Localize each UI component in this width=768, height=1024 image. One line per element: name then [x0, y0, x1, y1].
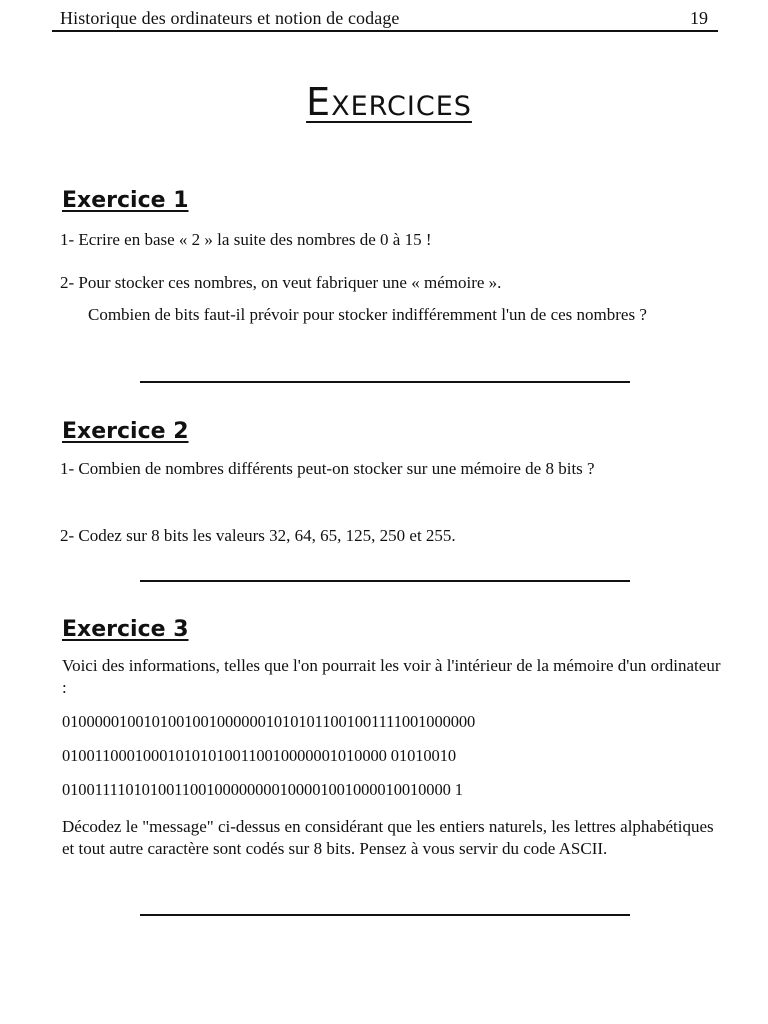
separator-3: [140, 914, 630, 916]
binary-line-1: 010000010010100100100000010101011001001111001000000: [62, 712, 476, 731]
exercise-2-question-2: 2- Codez sur 8 bits les valeurs 32, 64, 65, 125, 250 et 255.: [60, 526, 456, 545]
exercise-3-heading: Exercice 3: [62, 617, 189, 642]
binary-line-2: 0100110001000101010100110010000001010000 01010010: [62, 746, 457, 765]
separator-1: [140, 381, 630, 383]
exercise-3-instructions: Décodez le "message" ci-dessus en considérant que les entiers naturels, les lettres alphabétiques et tout autre caractère sont codés sur 8 bits. Pensez à vous servir du code ASCII.: [62, 817, 714, 858]
page-header: [52, 6, 718, 32]
exercise-1-heading: Exercice 1: [62, 188, 189, 213]
exercise-2-question-1: 1- Combien de nombres différents peut-on stocker sur une mémoire de 8 bits ?: [60, 459, 595, 478]
page-number: 19: [690, 8, 708, 28]
exercise-1-question-2-detail: Combien de bits faut-il prévoir pour stocker indifféremment l'un de ces nombres ?: [88, 305, 647, 324]
exercise-1-question-1: 1- Ecrire en base « 2 » la suite des nombres de 0 à 15 !: [60, 230, 432, 249]
binary-line-3: 010011110101001100100000000100001001000010010000 1: [62, 780, 463, 799]
header-title: Historique des ordinateurs et notion de codage: [60, 8, 400, 28]
exercise-2-heading: Exercice 2: [62, 419, 189, 444]
page-title: Exercices: [306, 80, 472, 124]
exercise-1-question-2: 2- Pour stocker ces nombres, on veut fabriquer une « mémoire ».: [60, 273, 502, 292]
separator-2: [140, 580, 630, 582]
exercise-3-intro: Voici des informations, telles que l'on pourrait les voir à l'intérieur de la mémoire d'un ordinateur :: [62, 656, 721, 697]
